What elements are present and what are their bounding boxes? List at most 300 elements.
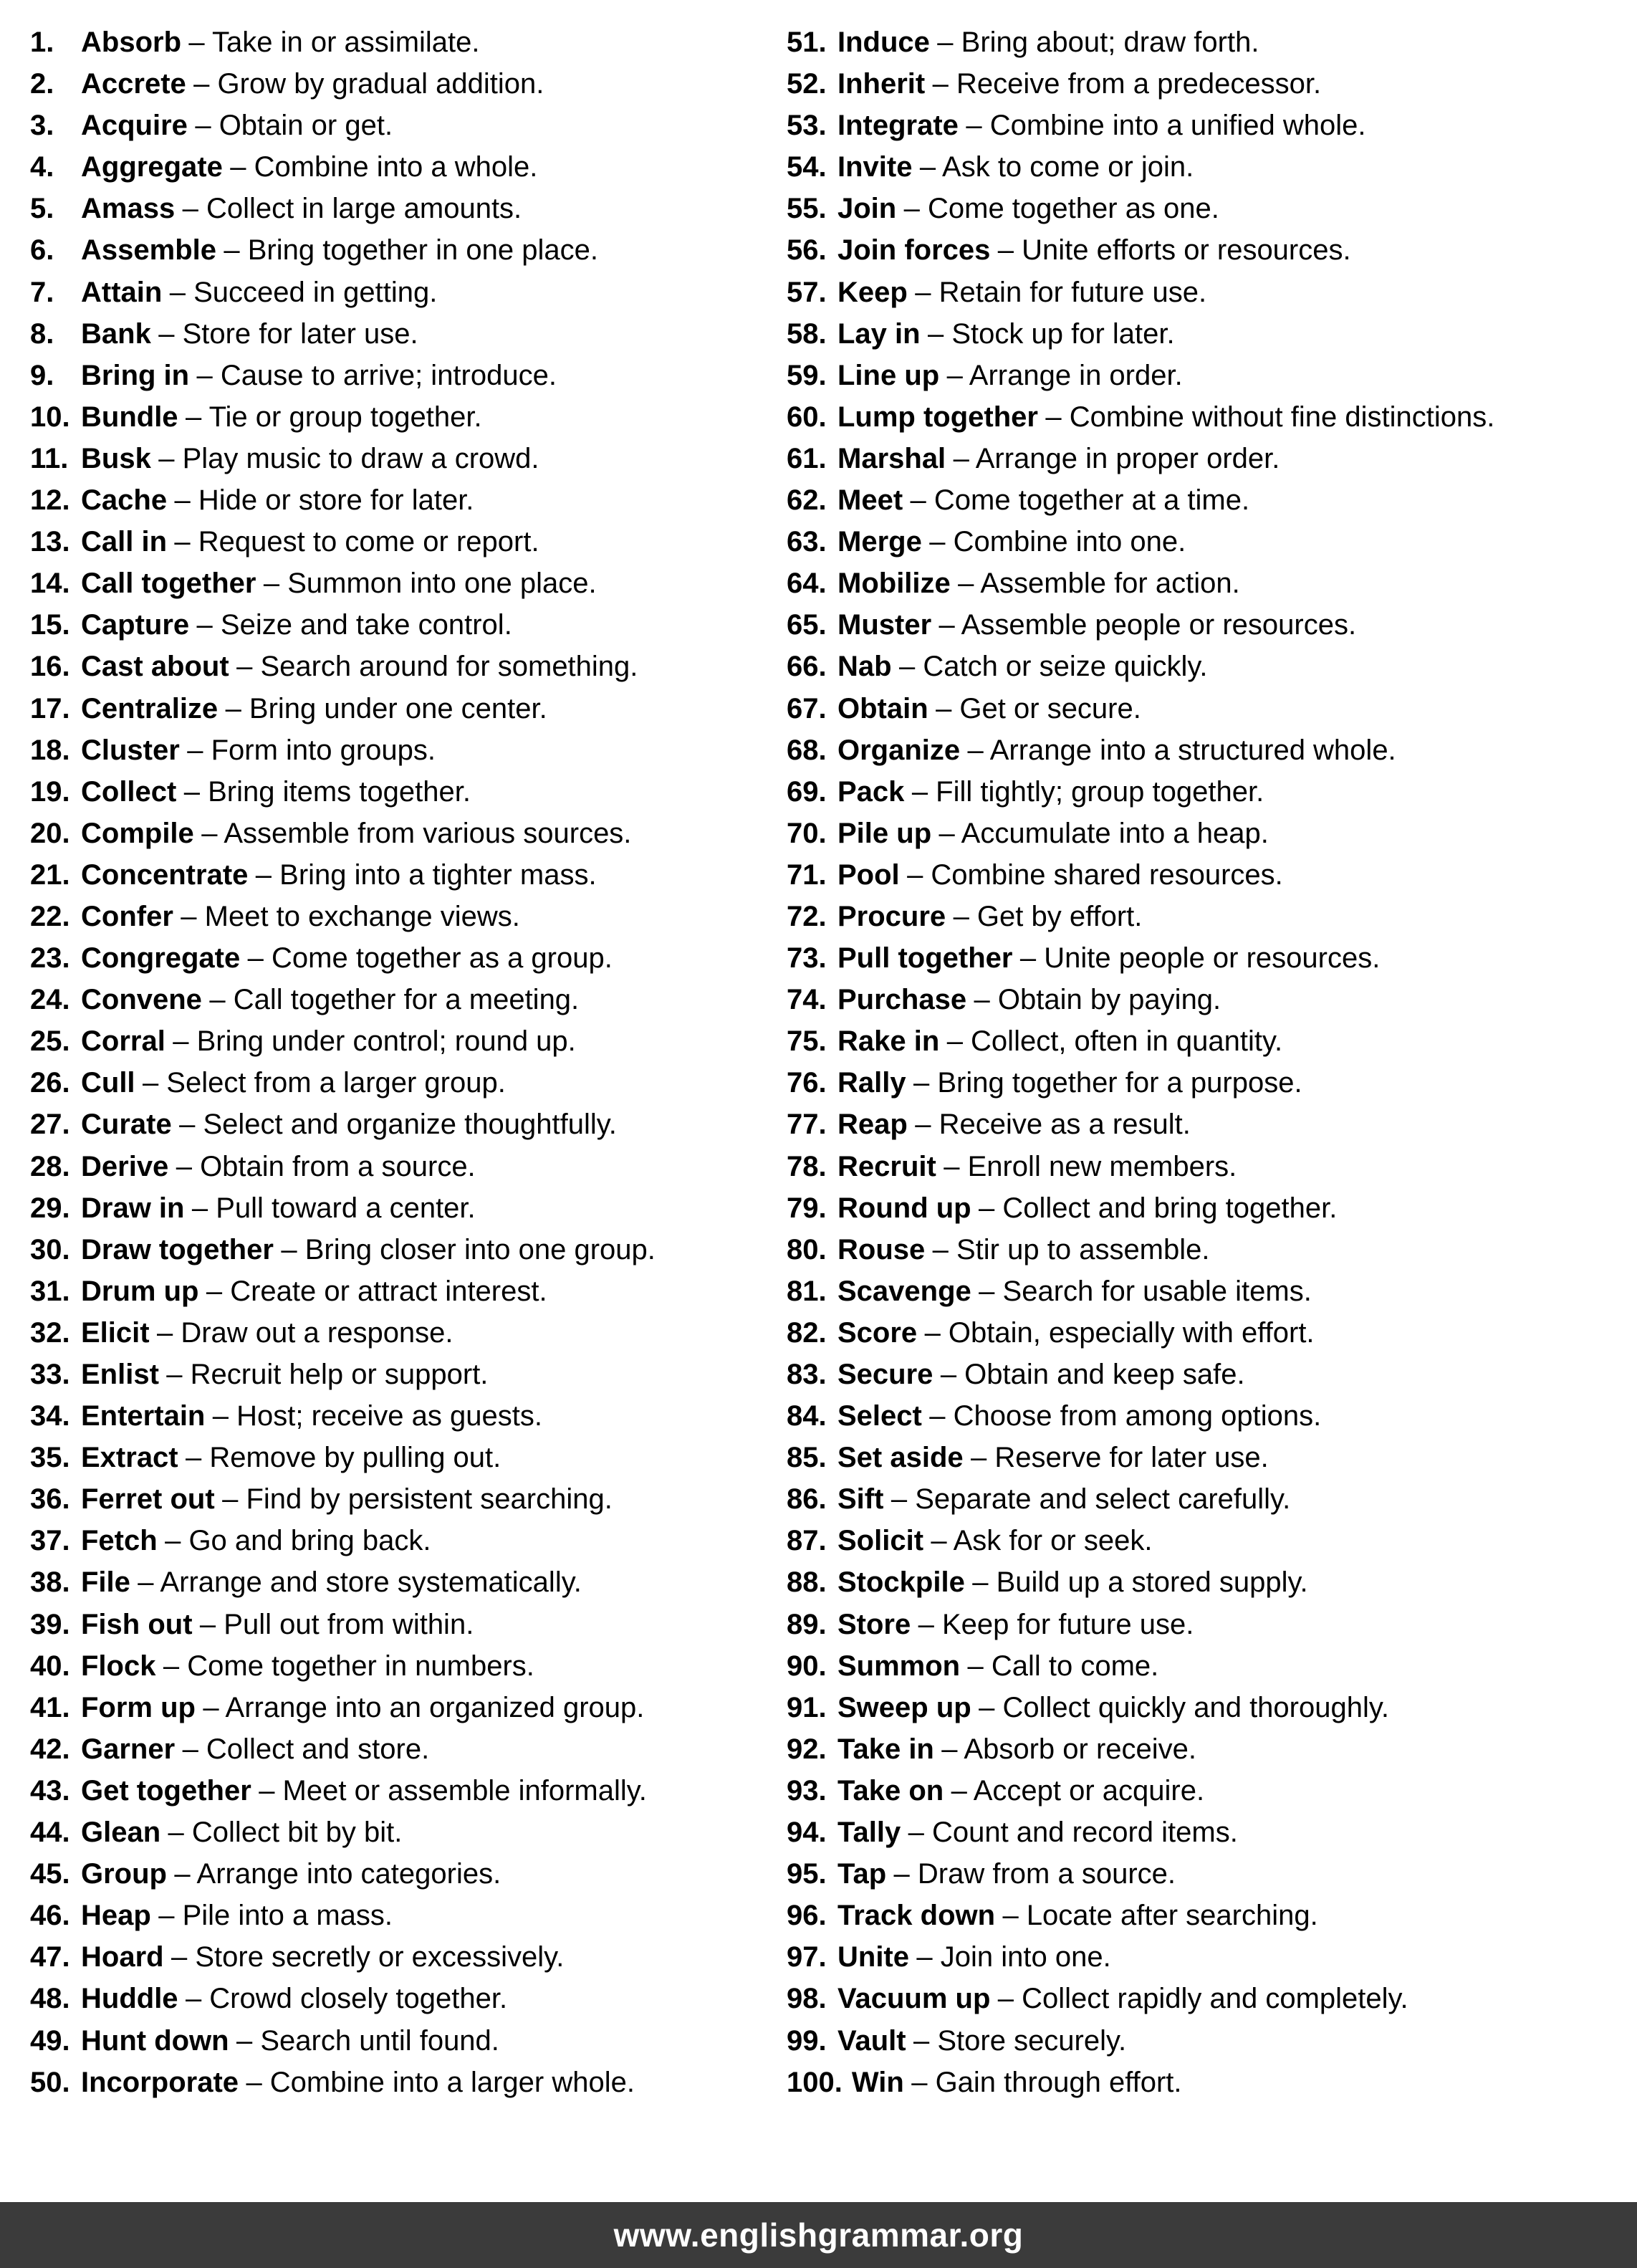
list-item: [30, 1812, 787, 1853]
list-item: [787, 729, 1637, 771]
item-definition: – Obtain from a source.: [176, 1150, 476, 1182]
item-definition: – Accept or acquire.: [951, 1774, 1205, 1807]
item-text: [837, 854, 1283, 896]
item-definition: – Search around for something.: [236, 651, 638, 683]
item-term: Compile: [81, 817, 194, 849]
item-term: Cast about: [81, 651, 229, 683]
item-number: 70.: [787, 817, 827, 849]
item-definition: – Call to come.: [967, 1650, 1159, 1682]
item-definition: – Arrange into a structured whole.: [967, 734, 1396, 766]
item-text: [837, 1395, 1321, 1437]
item-text: [81, 813, 631, 854]
item-definition: – Come together in numbers.: [163, 1650, 534, 1682]
item-number: 14.: [30, 568, 70, 600]
item-definition: – Cause to arrive; introduce.: [196, 359, 557, 391]
item-text: [837, 1853, 1176, 1895]
list-item: [787, 2020, 1637, 2062]
item-number: 40.: [30, 1650, 70, 1682]
list-item: [30, 1229, 787, 1271]
item-term: Elicit: [81, 1316, 150, 1349]
item-number: 38.: [30, 1566, 70, 1599]
item-number: 87.: [787, 1525, 827, 1557]
list-item: [30, 979, 787, 1020]
item-text: [81, 1229, 656, 1271]
item-number: 21.: [30, 858, 70, 891]
item-definition: – Search for usable items.: [979, 1275, 1312, 1307]
list-item: [787, 1104, 1637, 1145]
item-number: 75.: [787, 1025, 827, 1058]
item-text: [81, 105, 393, 146]
item-number: 25.: [30, 1025, 70, 1058]
item-number: 77.: [787, 1109, 827, 1141]
item-definition: – Obtain, especially with effort.: [924, 1316, 1315, 1349]
item-number: 41.: [30, 1691, 70, 1723]
item-term: Fish out: [81, 1608, 193, 1640]
item-definition: – Choose from among options.: [929, 1400, 1322, 1432]
item-text: [81, 146, 537, 188]
item-number: 32.: [30, 1316, 70, 1349]
item-term: Absorb: [81, 27, 181, 58]
item-text: [837, 1020, 1282, 1062]
list-item: [787, 1895, 1637, 1936]
list-item: [787, 1812, 1637, 1853]
item-text: [81, 2020, 499, 2062]
list-item: [787, 438, 1637, 479]
item-text: [81, 896, 520, 937]
item-number: 90.: [787, 1650, 827, 1682]
item-definition: – Fill tightly; group together.: [911, 775, 1264, 808]
list-item: [30, 1770, 787, 1812]
item-term: Confer: [81, 900, 173, 932]
item-text: [81, 937, 613, 979]
list-item: [30, 438, 787, 479]
list-item: [787, 1561, 1637, 1603]
item-definition: – Pile into a mass.: [158, 1900, 393, 1932]
item-number: 46.: [30, 1900, 70, 1932]
item-text: [81, 21, 480, 63]
item-definition: – Ask for or seek.: [931, 1525, 1153, 1557]
item-number: 33.: [30, 1359, 70, 1390]
item-text: [837, 1437, 1269, 1478]
item-definition: – Summon into one place.: [263, 568, 597, 600]
item-definition: – Draw from a source.: [893, 1858, 1176, 1890]
item-term: Track down: [837, 1900, 996, 1932]
item-text: [81, 1936, 564, 1978]
item-number: 61.: [787, 442, 827, 474]
item-term: Purchase: [837, 984, 967, 1016]
list-item: [30, 396, 787, 438]
item-number: 82.: [787, 1316, 827, 1349]
item-text: [837, 604, 1356, 646]
item-text: [81, 1271, 547, 1312]
item-text: [837, 1478, 1290, 1520]
item-definition: – Retain for future use.: [915, 276, 1207, 308]
item-term: Line up: [837, 359, 940, 391]
item-definition: – Bring into a tighter mass.: [255, 858, 597, 891]
item-text: [81, 646, 638, 687]
item-term: Form up: [81, 1691, 196, 1723]
list-item: [30, 1437, 787, 1478]
item-number: 60.: [787, 401, 827, 433]
item-text: [81, 771, 471, 813]
item-number: 1.: [30, 27, 54, 58]
list-item: [787, 979, 1637, 1020]
item-term: Scavenge: [837, 1275, 971, 1307]
item-term: Keep: [837, 276, 908, 308]
item-number: 88.: [787, 1566, 827, 1599]
item-definition: – Select and organize thoughtfully.: [179, 1109, 617, 1141]
item-definition: – Combine into one.: [929, 526, 1186, 558]
item-number: 28.: [30, 1150, 70, 1182]
list-item: [30, 937, 787, 979]
list-item: [30, 854, 787, 896]
item-text: [81, 688, 547, 729]
item-number: 2.: [30, 68, 54, 100]
item-definition: – Collect quickly and thoroughly.: [979, 1691, 1390, 1723]
item-term: Join: [837, 193, 897, 225]
list-item: [30, 1728, 787, 1770]
item-definition: – Collect in large amounts.: [182, 193, 522, 225]
item-term: Lay in: [837, 317, 921, 350]
item-term: Attain: [81, 276, 163, 308]
item-definition: – Go and bring back.: [165, 1525, 431, 1557]
item-definition: – Bring together in one place.: [224, 234, 598, 267]
item-number: 26.: [30, 1067, 70, 1099]
item-number: 96.: [787, 1900, 827, 1932]
item-text: [81, 1561, 582, 1603]
item-definition: – Combine into a whole.: [230, 151, 538, 183]
item-text: [81, 355, 557, 396]
item-text: [837, 105, 1365, 146]
item-text: [837, 396, 1494, 438]
item-term: Procure: [837, 900, 946, 932]
item-term: Flock: [81, 1650, 156, 1682]
item-term: Get together: [81, 1774, 251, 1807]
item-term: Pack: [837, 775, 905, 808]
list-item: [30, 2020, 787, 2062]
item-number: 44.: [30, 1817, 70, 1849]
item-definition: – Bring under control; round up.: [173, 1025, 576, 1058]
item-text: [81, 729, 436, 771]
item-term: Call in: [81, 526, 168, 558]
item-text: [837, 1146, 1237, 1187]
item-term: Solicit: [837, 1525, 924, 1557]
item-number: 13.: [30, 526, 70, 558]
item-definition: – Build up a stored supply.: [972, 1566, 1308, 1599]
item-text: [81, 1187, 476, 1229]
item-term: Incorporate: [81, 2066, 239, 2098]
item-definition: – Get or secure.: [936, 692, 1141, 724]
item-definition: – Come together as one.: [903, 193, 1219, 225]
list-item: [787, 21, 1637, 63]
item-term: Join forces: [837, 234, 991, 267]
item-number: 48.: [30, 1983, 70, 2015]
list-item: [787, 1770, 1637, 1812]
list-item: [30, 1271, 787, 1312]
item-text: [837, 1895, 1318, 1936]
item-text: [837, 1062, 1302, 1104]
list-item: [787, 896, 1637, 937]
item-text: [81, 563, 597, 604]
item-number: 79.: [787, 1192, 827, 1224]
item-number: 91.: [787, 1691, 827, 1723]
item-definition: – Collect bit by bit.: [168, 1817, 403, 1849]
list-item: [787, 1437, 1637, 1478]
item-definition: – Unite people or resources.: [1019, 942, 1381, 975]
list-item: [787, 604, 1637, 646]
list-item: [787, 771, 1637, 813]
item-definition: – Stir up to assemble.: [932, 1233, 1210, 1265]
item-text: [81, 1687, 644, 1728]
item-definition: – Collect rapidly and completely.: [997, 1983, 1408, 2015]
list-item: [30, 1478, 787, 1520]
item-definition: – Come together as a group.: [247, 942, 613, 975]
item-term: Reap: [837, 1109, 908, 1141]
item-number: 36.: [30, 1483, 70, 1516]
list-item: [787, 1978, 1637, 2019]
item-number: 51.: [787, 27, 827, 58]
item-term: Summon: [837, 1650, 961, 1682]
item-number: 95.: [787, 1858, 827, 1890]
item-definition: – Hide or store for later.: [174, 484, 474, 517]
item-text: [837, 1812, 1238, 1853]
item-definition: – Accumulate into a heap.: [938, 817, 1269, 849]
list-item: [30, 1978, 787, 2019]
item-definition: – Bring together for a purpose.: [913, 1067, 1302, 1099]
item-definition: – Enroll new members.: [944, 1150, 1237, 1182]
item-text: [81, 1728, 429, 1770]
item-definition: – Count and record items.: [908, 1817, 1238, 1849]
item-definition: – Assemble people or resources.: [938, 609, 1357, 641]
item-definition: – Ask to come or join.: [919, 151, 1194, 183]
list-item: [30, 479, 787, 521]
list-item: [787, 937, 1637, 979]
item-definition: – Succeed in getting.: [169, 276, 438, 308]
item-definition: – Catch or seize quickly.: [898, 651, 1208, 683]
item-term: Bring in: [81, 359, 190, 391]
list-item: [787, 1728, 1637, 1770]
item-definition: – Receive as a result.: [915, 1109, 1191, 1141]
item-term: Select: [837, 1400, 922, 1432]
list-item: [30, 1687, 787, 1728]
list-item: [30, 1104, 787, 1145]
item-term: Derive: [81, 1150, 169, 1182]
item-number: 100.: [787, 2066, 842, 2098]
item-number: 10.: [30, 401, 70, 433]
item-definition: – Bring under one center.: [225, 692, 547, 724]
item-term: Win: [851, 2066, 904, 2098]
item-term: Muster: [837, 609, 932, 641]
item-text: [81, 1853, 501, 1895]
item-text: [837, 1187, 1337, 1229]
item-text: [81, 1437, 501, 1478]
item-term: Call together: [81, 568, 256, 600]
item-text: [81, 396, 482, 438]
list-item: [30, 313, 787, 355]
item-definition: – Arrange and store systematically.: [138, 1566, 582, 1599]
list-item: [30, 1020, 787, 1062]
item-term: Corral: [81, 1025, 165, 1058]
item-term: Vault: [837, 2024, 906, 2057]
item-number: 66.: [787, 651, 827, 683]
list-item: [787, 1478, 1637, 1520]
list-item: [30, 771, 787, 813]
item-text: [81, 63, 544, 105]
list-item: [787, 1187, 1637, 1229]
item-definition: – Come together at a time.: [910, 484, 1250, 517]
item-term: Acquire: [81, 110, 188, 142]
item-text: [837, 229, 1351, 271]
item-term: Heap: [81, 1900, 151, 1932]
list-item: [787, 396, 1637, 438]
item-definition: – Get by effort.: [953, 900, 1143, 932]
item-text: [81, 1104, 617, 1145]
item-number: 80.: [787, 1233, 827, 1265]
item-definition: – Pull toward a center.: [191, 1192, 476, 1224]
item-number: 59.: [787, 359, 827, 391]
item-term: Rake in: [837, 1025, 940, 1058]
list-item: [30, 1395, 787, 1437]
item-term: Merge: [837, 526, 922, 558]
item-term: Fetch: [81, 1525, 158, 1557]
item-definition: – Arrange in proper order.: [953, 442, 1280, 474]
item-number: 53.: [787, 110, 827, 142]
item-number: 97.: [787, 1941, 827, 1973]
item-text: [837, 1520, 1152, 1561]
item-number: 9.: [30, 359, 54, 391]
item-definition: – Keep for future use.: [918, 1608, 1194, 1640]
item-text: [81, 1645, 534, 1687]
item-number: 71.: [787, 858, 827, 891]
item-number: 74.: [787, 984, 827, 1016]
item-number: 18.: [30, 734, 70, 766]
list-item: [787, 1687, 1637, 1728]
item-number: 20.: [30, 817, 70, 849]
item-text: [81, 1895, 393, 1936]
item-text: [81, 1978, 507, 2019]
item-term: Centralize: [81, 692, 219, 724]
item-term: Take in: [837, 1733, 934, 1765]
item-definition: – Host; receive as guests.: [212, 1400, 542, 1432]
item-definition: – Grow by gradual addition.: [193, 68, 544, 100]
item-term: Aggregate: [81, 151, 223, 183]
item-definition: – Obtain by paying.: [974, 984, 1221, 1016]
item-number: 23.: [30, 942, 70, 975]
list-item: [787, 521, 1637, 563]
list-item: [30, 105, 787, 146]
item-term: Hoard: [81, 1941, 164, 1973]
item-text: [81, 1478, 613, 1520]
item-number: 98.: [787, 1983, 827, 2015]
item-number: 7.: [30, 276, 54, 308]
item-text: [81, 438, 539, 479]
item-number: 84.: [787, 1400, 827, 1432]
item-text: [81, 1812, 402, 1853]
item-definition: – Play music to draw a crowd.: [158, 442, 539, 474]
item-definition: – Seize and take control.: [196, 609, 512, 641]
item-term: Tap: [837, 1858, 887, 1890]
item-definition: – Obtain and keep safe.: [940, 1359, 1245, 1390]
item-number: 78.: [787, 1150, 827, 1182]
item-number: 55.: [787, 193, 827, 225]
list-column-left: [30, 21, 787, 2103]
item-term: Round up: [837, 1192, 971, 1224]
list-item: [30, 1561, 787, 1603]
list-item: [787, 1604, 1637, 1645]
item-text: [81, 1354, 488, 1395]
item-term: Draw in: [81, 1192, 185, 1224]
item-term: Huddle: [81, 1983, 178, 2015]
item-definition: – Stock up for later.: [927, 317, 1175, 350]
item-definition: – Separate and select carefully.: [890, 1483, 1291, 1516]
list-item: [787, 146, 1637, 188]
item-number: 16.: [30, 651, 70, 683]
item-definition: – Combine into a unified whole.: [966, 110, 1366, 142]
item-definition: – Arrange into categories.: [174, 1858, 501, 1890]
item-term: Sift: [837, 1483, 884, 1516]
item-number: 50.: [30, 2066, 70, 2098]
list-item: [30, 1936, 787, 1978]
item-text: [81, 854, 597, 896]
item-number: 35.: [30, 1442, 70, 1474]
item-number: 22.: [30, 900, 70, 932]
item-text: [81, 313, 418, 355]
item-term: Rouse: [837, 1233, 926, 1265]
item-text: [837, 355, 1183, 396]
list-item: [787, 813, 1637, 854]
item-definition: – Tie or group together.: [185, 401, 482, 433]
item-number: 86.: [787, 1483, 827, 1516]
item-number: 37.: [30, 1525, 70, 1557]
item-text: [837, 979, 1221, 1020]
list-item: [30, 646, 787, 687]
item-text: [837, 1978, 1408, 2019]
item-text: [837, 146, 1194, 188]
item-number: 43.: [30, 1774, 70, 1807]
list-item: [787, 688, 1637, 729]
list-item: [787, 479, 1637, 521]
item-definition: – Meet to exchange views.: [181, 900, 520, 932]
list-item: [787, 272, 1637, 313]
item-number: 94.: [787, 1817, 827, 1849]
item-term: Accrete: [81, 68, 186, 100]
item-term: Pile up: [837, 817, 932, 849]
item-number: 81.: [787, 1275, 827, 1307]
item-number: 92.: [787, 1733, 827, 1765]
item-number: 73.: [787, 942, 827, 975]
item-term: Secure: [837, 1359, 933, 1390]
item-number: 34.: [30, 1400, 70, 1432]
list-item: [30, 355, 787, 396]
list-item: [30, 1853, 787, 1895]
list-item: [787, 188, 1637, 229]
list-item: [30, 188, 787, 229]
item-definition: – Locate after searching.: [1002, 1900, 1318, 1932]
list-item: [30, 729, 787, 771]
list-item: [787, 1020, 1637, 1062]
footer-bar: [0, 2202, 1637, 2268]
item-term: Assemble: [81, 234, 216, 267]
list-item: [787, 1229, 1637, 1271]
item-definition: – Draw out a response.: [156, 1316, 453, 1349]
item-term: Cull: [81, 1067, 135, 1099]
item-term: Stockpile: [837, 1566, 965, 1599]
item-number: 64.: [787, 568, 827, 600]
list-item: [30, 63, 787, 105]
item-text: [81, 979, 579, 1020]
item-text: [837, 63, 1321, 105]
item-definition: – Create or attract interest.: [206, 1275, 547, 1307]
